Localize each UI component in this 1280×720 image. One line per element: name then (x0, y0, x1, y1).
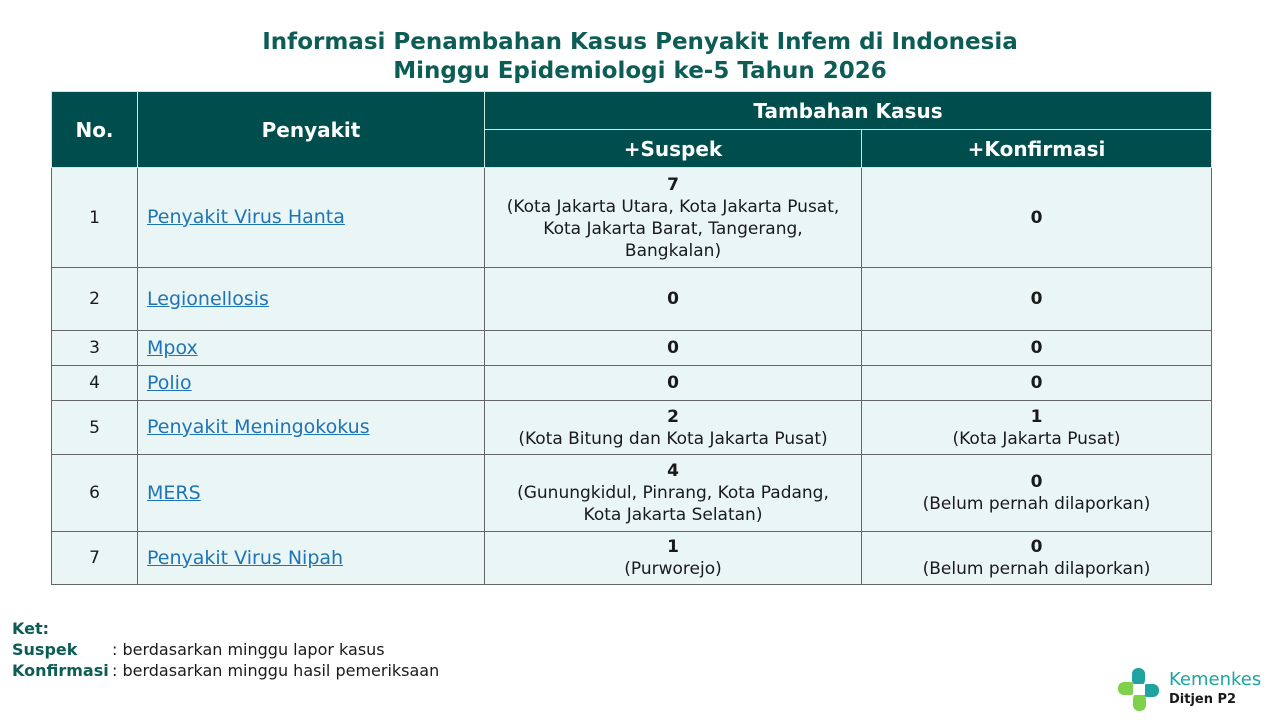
table-row (52, 331, 1212, 366)
suspect-cell (485, 331, 862, 366)
header-added-cases: Tambahan Kasus (485, 92, 1212, 130)
disease-link-mers[interactable]: MERS (147, 481, 201, 504)
header-no: No. (52, 92, 138, 168)
suspect-count: 2 (667, 406, 679, 427)
notes-heading: Ket: (12, 619, 50, 638)
disease-link-nipah[interactable]: Penyakit Virus Nipah (147, 546, 344, 569)
header-suspect: +Suspek (485, 130, 862, 168)
cases-table (51, 91, 1212, 585)
disease-link-legionellosis[interactable]: Legionellosis (147, 287, 269, 310)
disease-link-polio[interactable]: Polio (147, 371, 192, 394)
table-row (52, 268, 1212, 331)
suspect-count: 0 (667, 373, 679, 393)
confirmed-count: 0 (1030, 472, 1043, 492)
suspect-cell (485, 401, 862, 455)
suspect-count: 7 (667, 174, 679, 195)
row-number: 6 (52, 455, 138, 532)
notes-suspect-label: Suspek (12, 640, 78, 659)
confirmed-count: 0 (1030, 537, 1043, 557)
confirmed-cell (862, 168, 1212, 268)
row-number: 2 (52, 268, 138, 331)
disease-cell (138, 366, 485, 401)
disease-cell (138, 268, 485, 331)
title-line-1: Informasi Penambahan Kasus Penyakit Infem di Indonesia (262, 29, 1018, 55)
suspect-detail: (Gunungkidul, Pinrang, Kota Padang, Kota Jakarta Selatan) (517, 483, 829, 525)
notes-confirmed-label: Konfirmasi (12, 661, 109, 680)
row-number: 4 (52, 366, 138, 401)
confirmed-cell (862, 268, 1212, 331)
confirmed-cell (862, 331, 1212, 366)
suspect-count: 4 (667, 461, 679, 481)
suspect-cell (485, 268, 862, 331)
table-row (52, 168, 1212, 268)
disease-cell (138, 455, 485, 532)
suspect-count: 1 (667, 537, 679, 557)
disease-link-mpox[interactable]: Mpox (147, 336, 198, 359)
disease-cell (138, 331, 485, 366)
confirmed-count: 0 (1030, 338, 1043, 358)
disease-link-meningokokus[interactable]: Penyakit Meningokokus (147, 416, 370, 438)
table-row (52, 366, 1212, 401)
notes (12, 618, 439, 681)
row-number: 5 (52, 401, 138, 455)
confirmed-count: 0 (1030, 373, 1043, 393)
confirmed-detail: (Kota Jakarta Pusat) (952, 428, 1121, 449)
confirmed-detail: (Belum pernah dilaporkan) (922, 494, 1151, 514)
suspect-cell (485, 168, 862, 268)
confirmed-cell (862, 366, 1212, 401)
suspect-detail: (Purworejo) (624, 559, 722, 579)
confirmed-cell (862, 532, 1212, 585)
confirmed-cell (862, 401, 1212, 455)
confirmed-count: 0 (1030, 289, 1043, 309)
confirmed-detail: (Belum pernah dilaporkan) (922, 559, 1151, 579)
suspect-cell (485, 532, 862, 585)
confirmed-count: 1 (1030, 406, 1043, 427)
table-row (52, 401, 1212, 455)
title-line-2: Minggu Epidemiologi ke-5 Tahun 2026 (393, 58, 887, 84)
confirmed-cell (862, 455, 1212, 532)
disease-cell (138, 532, 485, 585)
notes-suspect-text: : berdasarkan minggu lapor kasus (112, 640, 385, 659)
table-row (52, 532, 1212, 585)
disease-cell (138, 168, 485, 268)
notes-confirmed-text: : berdasarkan minggu hasil pemeriksaan (112, 661, 440, 680)
suspect-cell (485, 366, 862, 401)
page-title (0, 28, 1280, 86)
header-confirmed: +Konfirmasi (862, 130, 1212, 168)
header-disease: Penyakit (138, 92, 485, 168)
confirmed-count: 0 (1030, 207, 1043, 228)
row-number: 3 (52, 331, 138, 366)
suspect-count: 0 (667, 338, 679, 358)
disease-link-hanta[interactable]: Penyakit Virus Hanta (147, 206, 345, 228)
suspect-count: 0 (667, 289, 679, 309)
logo-sub: Ditjen P2 (1169, 692, 1237, 707)
suspect-cell (485, 455, 862, 532)
logo-name: Kemenkes (1169, 669, 1262, 690)
table-row (52, 455, 1212, 532)
suspect-detail: (Kota Bitung dan Kota Jakarta Pusat) (518, 428, 828, 449)
suspect-detail: (Kota Jakarta Utara, Kota Jakarta Pusat, Kota Jakarta Barat, Tangerang, Bangkalan) (506, 196, 840, 261)
kemenkes-logo (1116, 666, 1276, 714)
row-number: 7 (52, 532, 138, 585)
row-number: 1 (52, 168, 138, 268)
kemenkes-plus-icon (1116, 666, 1164, 714)
disease-cell (138, 401, 485, 455)
